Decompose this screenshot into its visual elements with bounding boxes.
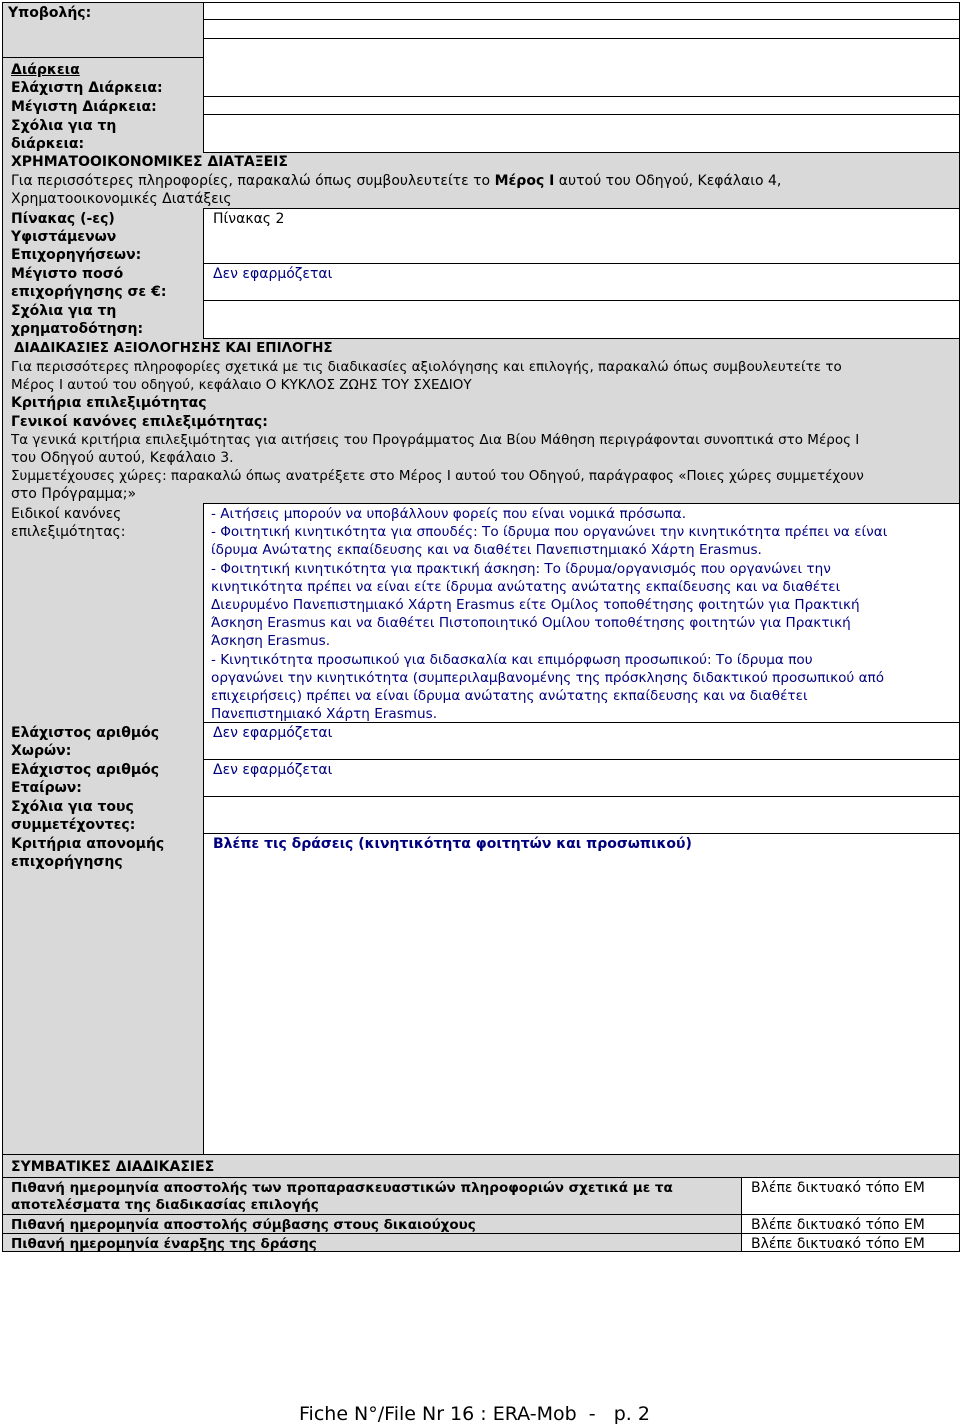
award-criteria-value-cell (203, 833, 960, 1155)
evaluation-info-line-2: Μέρος I αυτού του οδηγού, κεφάλαιο Ο ΚΥΚΛΟΣ ΖΩΗΣ ΤΟΥ ΣΧΕΔΙΟΥ (11, 377, 472, 393)
submissions-value-row-1 (203, 2, 960, 20)
specific-rule-line: κινητικότητα πρέπει να είναι είτε ίδρυμα ανώτατης ανώτατης εκπαίδευσης και να διαθέτει (211, 578, 841, 595)
evaluation-info-line-1: Για περισσότερες πληροφορίες σχετικά με τις διαδικασίες αξιολόγησης και επιλογής, παρακαλώ όπως συμβουλευτείτε το (11, 359, 842, 375)
specific-rule-line: επιχειρήσεις) πρέπει να είναι ίδρυμα ανώτατης ανώτατης εκπαίδευσης και να διαθέτει (211, 688, 808, 705)
contractual-row-3-value: Βλέπε δικτυακό τόπο ΕΜ (751, 1236, 925, 1252)
min-partners-value: Δεν εφαρμόζεται (213, 762, 333, 778)
max-amount-label-1: Μέγιστο ποσό (11, 266, 124, 282)
min-countries-label-1: Ελάχιστος αριθμός (11, 725, 160, 741)
max-amount-value: Δεν εφαρμόζεται (213, 266, 333, 282)
contractual-divider-0 (2, 1177, 960, 1178)
general-rules-line-1: Τα γενικά κριτήρια επιλεξιμότητας για αιτήσεις του Προγράμματος Δια Βίου Μάθηση περιγράφονται συνοπτικά στο Μέρος I (11, 432, 860, 448)
specific-rule-line: οργανώνει την κινητικότητα (συμπεριλαμβανομένης της πρόσκλησης διδακτικού προσωπικού από (211, 669, 885, 686)
financial-heading: ΧΡΗΜΑΤΟΟΙΚΟΝΟΜΙΚΕΣ ΔΙΑΤΑΞΕΙΣ (11, 154, 288, 170)
specific-rule-line: - Κινητικότητα προσωπικού για διδασκαλία και επιμόρφωση προσωπικού: Το ίδρυμα που (211, 651, 813, 668)
funding-comments-label-2: χρηματοδότηση: (11, 321, 144, 337)
min-countries-value: Δεν εφαρμόζεται (213, 725, 333, 741)
existing-grants-label-2: Υφιστάμενων (11, 229, 117, 245)
specific-rules-label-2: επιλεξιμότητας: (11, 524, 126, 540)
duration-max-value-cell (203, 96, 960, 115)
evaluation-heading: ΔΙΑΔΙΚΑΣΙΕΣ ΑΞΙΟΛΟΓΗΣΗΣ ΚΑΙ ΕΠΙΛΟΓΗΣ (14, 340, 333, 356)
participants-comments-label-1: Σχόλια για τους (11, 799, 134, 815)
existing-grants-label-3: Επιχορηγήσεων: (11, 247, 142, 263)
participating-countries-line-2: στο Πρόγραμμα;» (11, 486, 137, 502)
financial-info-line-1: Για περισσότερες πληροφορίες, παρακαλώ όπως συμβουλευτείτε το Μέρος I αυτού του Οδηγού, Κεφάλαιο 4, (11, 173, 782, 189)
specific-rule-line: - Φοιτητική κινητικότητα για σπουδές: Το ίδρυμα που οργανώνει την κινητικότητα πρέπει να είναι (211, 524, 888, 541)
participating-countries-line-1: Συμμετέχουσες χώρες: παρακαλώ όπως ανατρέξετε στο Μέρος I αυτού του Οδηγού, παράγραφος «Ποιες χώρες συμμετέχουν (11, 468, 864, 484)
general-rules-line-2: του Οδηγού αυτού, Κεφάλαιο 3. (11, 450, 234, 466)
specific-rule-line: Πανεπιστημιακό Χάρτη Erasmus. (211, 706, 438, 723)
duration-min-value-cell (203, 77, 960, 97)
page-footer: Fiche N°/File Nr 16 : ERA-Mob - p. 2 (299, 1403, 650, 1425)
existing-grants-value-cell (203, 208, 960, 264)
contractual-row-2-value: Βλέπε δικτυακό τόπο ΕΜ (751, 1217, 925, 1233)
award-criteria-value: Βλέπε τις δράσεις (κινητικότητα φοιτητών και προσωπικού) (213, 836, 692, 852)
award-criteria-label-2: επιχορήγησης (11, 854, 123, 870)
participants-comments-label-2: συμμετέχοντες: (11, 817, 136, 833)
submissions-value-row-3 (203, 38, 960, 58)
duration-heading: Διάρκεια (11, 62, 80, 78)
existing-grants-value: Πίνακας 2 (213, 211, 285, 227)
duration-heading-right-cell (203, 57, 960, 78)
specific-rule-line: - Αιτήσεις μπορούν να υποβάλλουν φορείς που είναι νομικά πρόσωπα. (211, 506, 687, 522)
contractual-row-1-label-2: αποτελέσματα της διαδικασίας επιλογής (11, 1197, 319, 1213)
contractual-row-2-label: Πιθανή ημερομηνία αποστολής σύμβασης στους δικαιούχους (11, 1217, 476, 1233)
duration-comments-label-2: διάρκεια: (11, 136, 85, 152)
min-partners-label-2: Εταίρων: (11, 780, 82, 796)
contractual-heading: ΣΥΜΒΑΤΙΚΕΣ ΔΙΑΔΙΚΑΣΙΕΣ (11, 1159, 215, 1175)
duration-max-label: Μέγιστη Διάρκεια: (11, 99, 157, 115)
duration-comments-label-1: Σχόλια για τη (11, 118, 117, 134)
funding-comments-value-cell (203, 300, 960, 339)
specific-rule-line: ίδρυμα Ανώτατης εκπαίδευσης και να διαθέτει Πανεπιστημιακό Χάρτη Erasmus. (211, 542, 762, 559)
specific-rule-line: Άσκηση Erasmus. (211, 633, 331, 650)
specific-rules-label-1: Ειδικοί κανόνες (11, 506, 122, 522)
submissions-label: Υποβολής: (8, 5, 92, 21)
submissions-value-row-2 (203, 19, 960, 39)
duration-min-label: Ελάχιστη Διάρκεια: (11, 80, 163, 96)
min-partners-label-1: Ελάχιστος αριθμός (11, 762, 160, 778)
duration-comments-value-cell (203, 114, 960, 153)
financial-info-line-2: Χρηματοοικονομικές Διατάξεις (11, 191, 232, 207)
eligibility-criteria-heading: Κριτήρια επιλεξιμότητας (11, 395, 207, 411)
participants-comments-value-cell (203, 796, 960, 834)
min-countries-label-2: Χωρών: (11, 743, 72, 759)
funding-comments-label-1: Σχόλια για τη (11, 303, 117, 319)
specific-rules-list (211, 505, 956, 723)
general-rules-heading: Γενικοί κανόνες επιλεξιμότητας: (11, 414, 268, 430)
specific-rule-line: - Φοιτητική κινητικότητα για πρακτική άσκηση: Το ίδρυμα/οργανισμός που οργανώνει την (211, 560, 831, 577)
contractual-row-1-label-1: Πιθανή ημερομηνία αποστολής των προπαρασκευαστικών πληροφοριών σχετικά με τα (11, 1180, 673, 1196)
specific-rule-line: Άσκηση Erasmus και να διαθέτει Πιστοποιητικό Ομίλου τοποθέτησης φοιτητών για Πρακτική (211, 615, 851, 632)
existing-grants-label-1: Πίνακας (-ες) (11, 211, 115, 227)
contractual-row-1-value: Βλέπε δικτυακό τόπο ΕΜ (751, 1180, 925, 1196)
contractual-row-3-label: Πιθανή ημερομηνία έναρξης της δράσης (11, 1236, 317, 1252)
specific-rule-line: Διευρυμένο Πανεπιστημιακό Χάρτη Erasmus είτε Ομίλος τοποθέτησης φοιτητών για Πρακτική (211, 597, 860, 614)
award-criteria-label-1: Κριτήρια απονομής (11, 836, 165, 852)
max-amount-label-2: επιχορήγησης σε €: (11, 284, 167, 300)
